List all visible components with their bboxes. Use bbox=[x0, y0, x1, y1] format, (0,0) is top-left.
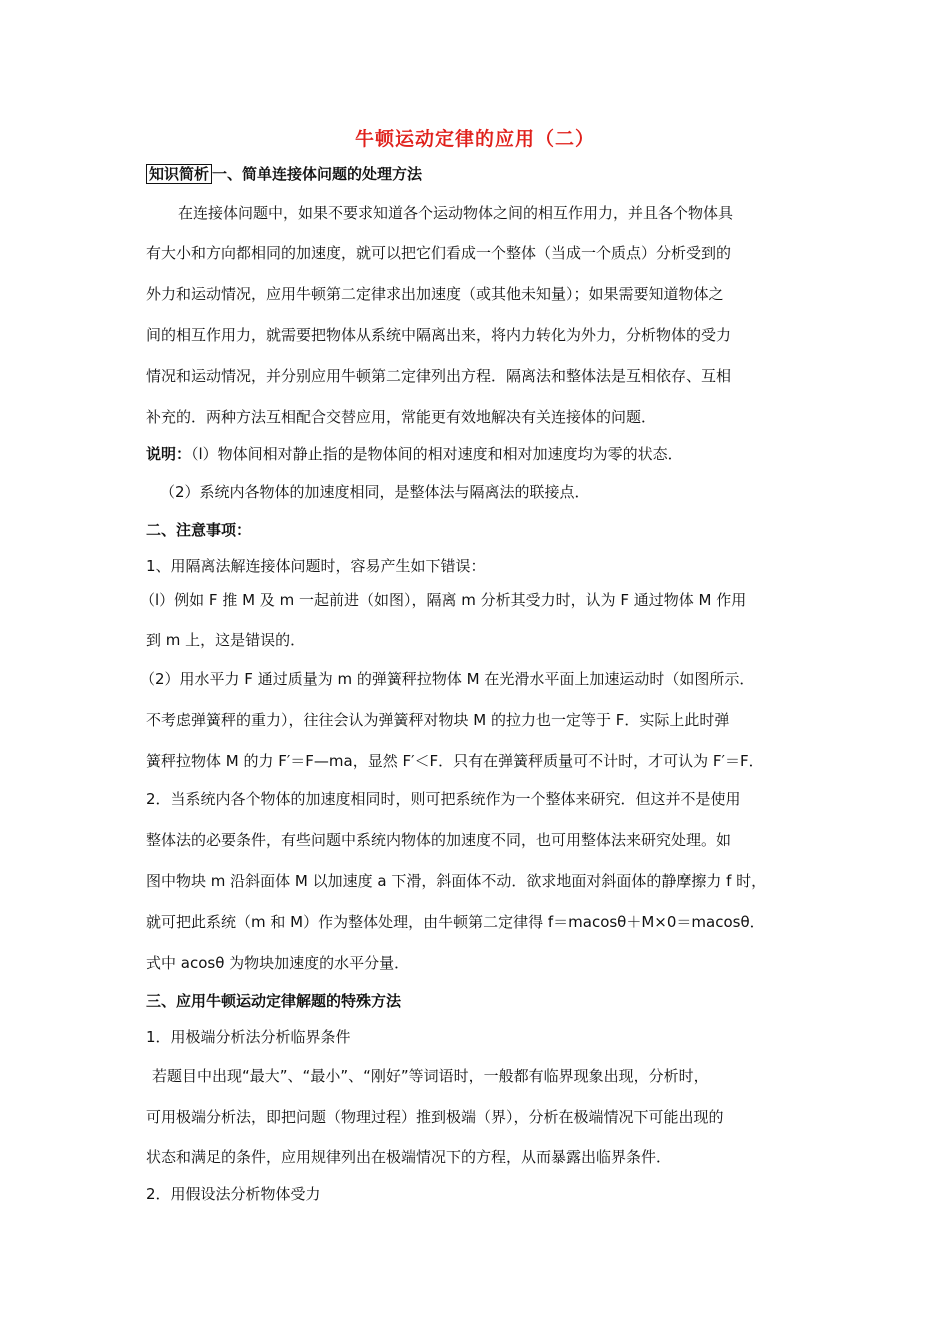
paragraph-line: 若题目中出现“最大”、“最小”、“刚好”等词语时，一般都有临界现象出现，分析时， bbox=[152, 1067, 709, 1085]
paragraph-line: 就可把此系统（m 和 M）作为整体处理，由牛顿第二定律得 f＝macosθ＋M×0＝macosθ． bbox=[146, 913, 765, 931]
paragraph-line: 整体法的必要条件，有些问题中系统内物体的加速度不同，也可用整体法来研究处理。如 bbox=[146, 831, 732, 849]
paragraph-line: 状态和满足的条件，应用规律列出在极端情况下的方程，从而暴露出临界条件． bbox=[146, 1148, 672, 1166]
section3-heading: 三、应用牛顿运动定律解题的特殊方法 bbox=[146, 992, 402, 1010]
paragraph-line: 在连接体问题中，如果不要求知道各个运动物体之间的相互作用力，并且各个物体具 bbox=[178, 204, 734, 222]
section1-heading: 一、简单连接体问题的处理方法 bbox=[212, 165, 423, 183]
paragraph-line: 不考虑弹簧秤的重力），往往会认为弹簧秤对物块 M 的拉力也一定等于 F．实际上此时弹 bbox=[146, 711, 730, 729]
note-label: 说明： bbox=[146, 445, 192, 463]
page-title: 牛顿运动定律的应用（二） bbox=[354, 128, 595, 150]
knowledge-tag: 知识简析 bbox=[146, 164, 212, 184]
paragraph-line: 有大小和方向都相同的加速度，就可以把它们看成一个整体（当成一个质点）分析受到的 bbox=[146, 244, 732, 262]
paragraph-line: 式中 acosθ 为物块加速度的水平分量． bbox=[146, 954, 410, 972]
section1-heading-line bbox=[146, 163, 816, 184]
paragraph-line: 1．用极端分析法分析临界条件 bbox=[146, 1028, 351, 1046]
note-line-1 bbox=[146, 443, 816, 464]
paragraph-line: 可用极端分析法，即把问题（物理过程）推到极端（界），分析在极端情况下可能出现的 bbox=[146, 1108, 724, 1126]
note-text-1: （l）物体间相对静止指的是物体间的相对速度和相对加速度均为零的状态． bbox=[191, 445, 683, 463]
paragraph-line: 图中物块 m 沿斜面体 M 以加速度 a 下滑，斜面体不动．欲求地面对斜面体的静摩擦力 f 时， bbox=[146, 872, 767, 890]
paragraph-line: 2．用假设法分析物体受力 bbox=[146, 1185, 321, 1203]
note-line-2: （2）系统内各物体的加速度相同，是整体法与隔离法的联接点． bbox=[160, 483, 590, 501]
section2-heading: 二、注意事项： bbox=[146, 521, 252, 539]
paragraph-line: （2）用水平力 F 通过质量为 m 的弹簧秤拉物体 M 在光滑水平面上加速运动时（如图所示． bbox=[140, 670, 755, 688]
paragraph-line: （l）例如 F 推 M 及 m 一起前进（如图），隔离 m 分析其受力时，认为 F 通过物体 M 作用 bbox=[140, 591, 747, 609]
paragraph-line: 到 m 上，这是错误的． bbox=[146, 631, 306, 649]
paragraph-line: 情况和运动情况，并分别应用牛顿第二定律列出方程．隔离法和整体法是互相依存、互相 bbox=[146, 367, 732, 385]
paragraph-line: 间的相互作用力，就需要把物体从系统中隔离出来，将内力转化为外力，分析物体的受力 bbox=[146, 326, 732, 344]
paragraph-line: 外力和运动情况，应用牛顿第二定律求出加速度（或其他未知量）；如果需要知道物体之 bbox=[146, 285, 724, 303]
paragraph-line: 1、用隔离法解连接体问题时，容易产生如下错误： bbox=[146, 557, 486, 575]
paragraph-line: 补充的．两种方法互相配合交替应用，常能更有效地解决有关连接体的问题． bbox=[146, 408, 657, 426]
paragraph-line: 2．当系统内各个物体的加速度相同时，则可把系统作为一个整体来研究．但这并不是使用 bbox=[146, 790, 741, 808]
paragraph-line: 簧秤拉物体 M 的力 F′＝F—ma，显然 F′＜F．只有在弹簧秤质量可不计时，才可认为 F′＝F． bbox=[146, 752, 764, 770]
